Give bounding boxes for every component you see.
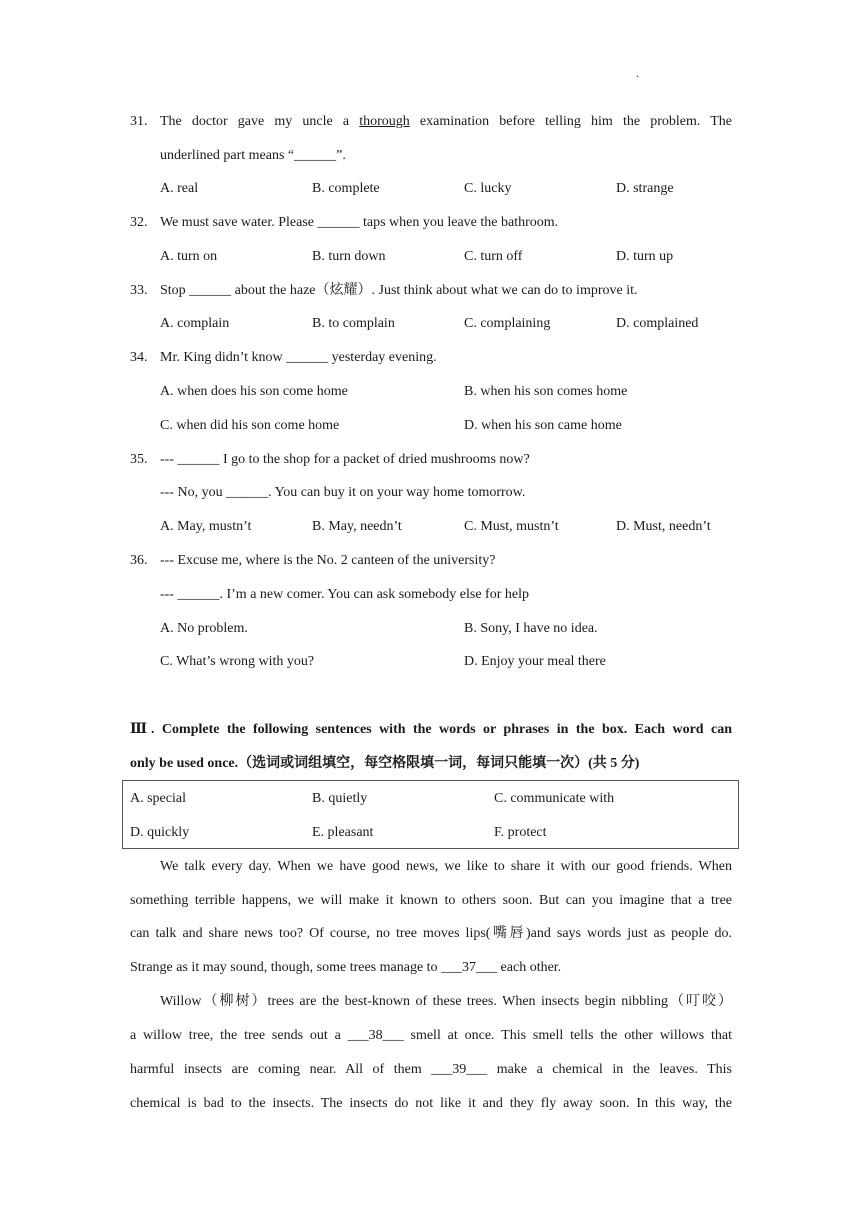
question-36 <box>130 551 732 571</box>
option-a: A. complain <box>160 316 230 331</box>
word-option: B. quietly <box>312 791 368 806</box>
option-b: B. turn down <box>312 249 386 264</box>
question-text: --- ______ I go to the shop for a packet of dried mushrooms now? <box>160 452 530 467</box>
option-d: D. Enjoy your meal there <box>464 654 606 669</box>
underlined-word: thorough <box>359 114 410 129</box>
option-a: A. No problem. <box>160 621 248 636</box>
question-35 <box>130 450 732 470</box>
question-34 <box>130 348 732 368</box>
passage-line: something terrible happens, we will make it known to others soon. But can you imagine that a tree <box>130 893 732 908</box>
question-number: 34. <box>130 350 148 365</box>
word-option: E. pleasant <box>312 825 374 840</box>
section-heading-line1: Ⅲ. Complete the following sentences with the words or phrases in the box. Each word can <box>130 722 732 737</box>
option-c: C. turn off <box>464 249 523 264</box>
passage-line: chemical is bad to the insects. The insects do not like it and they fly away soon. In this way, the <box>130 1096 732 1111</box>
question-number: 33. <box>130 283 148 298</box>
section-heading-line2: only be used once.（选词或词组填空，每空格限填一词，每词只能填一次）(共 5 分) <box>130 756 640 771</box>
question-text: The doctor gave my uncle a thorough examination before telling him the problem. The <box>160 114 732 129</box>
option-b: B. complete <box>312 181 380 196</box>
option-a: A. when does his son come home <box>160 384 348 399</box>
option-d: D. strange <box>616 181 674 196</box>
option-c: C. complaining <box>464 316 551 331</box>
option-a: A. real <box>160 181 199 196</box>
question-number: 36. <box>130 553 148 568</box>
option-d: D. turn up <box>616 249 674 264</box>
option-d: D. Must, needn’t <box>616 519 711 534</box>
question-31 <box>130 112 732 132</box>
passage-line: Willow（柳树）trees are the best-known of these trees. When insects begin nibbling（叮咬） <box>160 994 732 1009</box>
word-option: F. protect <box>494 825 547 840</box>
option-c: C. What’s wrong with you? <box>160 654 315 669</box>
passage-line: a willow tree, the tree sends out a ___38___ smell at once. This smell tells the other willows that <box>130 1028 732 1043</box>
question-32 <box>130 213 732 233</box>
passage-line: Strange as it may sound, though, some trees manage to ___37___ each other. <box>130 960 562 975</box>
option-a: A. May, mustn’t <box>160 519 252 534</box>
question-number: 31. <box>130 114 148 129</box>
option-b: B. when his son comes home <box>464 384 628 399</box>
option-c: C. when did his son come home <box>160 418 340 433</box>
passage-line: We talk every day. When we have good news, we like to share it with our good friends. When <box>160 859 732 874</box>
option-b: B. to complain <box>312 316 395 331</box>
question-text-line2: --- ______. I’m a new comer. You can ask somebody else for help <box>160 587 529 602</box>
option-a: A. turn on <box>160 249 218 264</box>
passage-line: can talk and share news too? Of course, no tree moves lips(嘴唇)and says words just as people do. <box>130 926 732 941</box>
question-text: Stop ______ about the haze（炫耀）. Just think about what we can do to improve it. <box>160 283 638 298</box>
question-number: 35. <box>130 452 148 467</box>
question-text: Mr. King didn’t know ______ yesterday evening. <box>160 350 437 365</box>
option-d: D. when his son came home <box>464 418 622 433</box>
passage-line: harmful insects are coming near. All of them ___39___ make a chemical in the leaves. This <box>130 1062 732 1077</box>
question-number: 32. <box>130 215 148 230</box>
option-c: C. Must, mustn’t <box>464 519 559 534</box>
option-b: B. May, needn’t <box>312 519 402 534</box>
option-d: D. complained <box>616 316 699 331</box>
question-text-line2: --- No, you ______. You can buy it on your way home tomorrow. <box>160 485 526 500</box>
page-mark: . <box>636 66 639 80</box>
question-33 <box>130 281 732 301</box>
word-box <box>122 780 739 849</box>
question-text: --- Excuse me, where is the No. 2 canteen of the university? <box>160 553 496 568</box>
word-option: D. quickly <box>130 825 190 840</box>
question-text: We must save water. Please ______ taps when you leave the bathroom. <box>160 215 559 230</box>
option-c: C. lucky <box>464 181 512 196</box>
word-option: A. special <box>130 791 186 806</box>
word-option: C. communicate with <box>494 791 615 806</box>
option-b: B. Sony, I have no idea. <box>464 621 598 636</box>
question-text-line2: underlined part means “______”. <box>160 148 346 163</box>
